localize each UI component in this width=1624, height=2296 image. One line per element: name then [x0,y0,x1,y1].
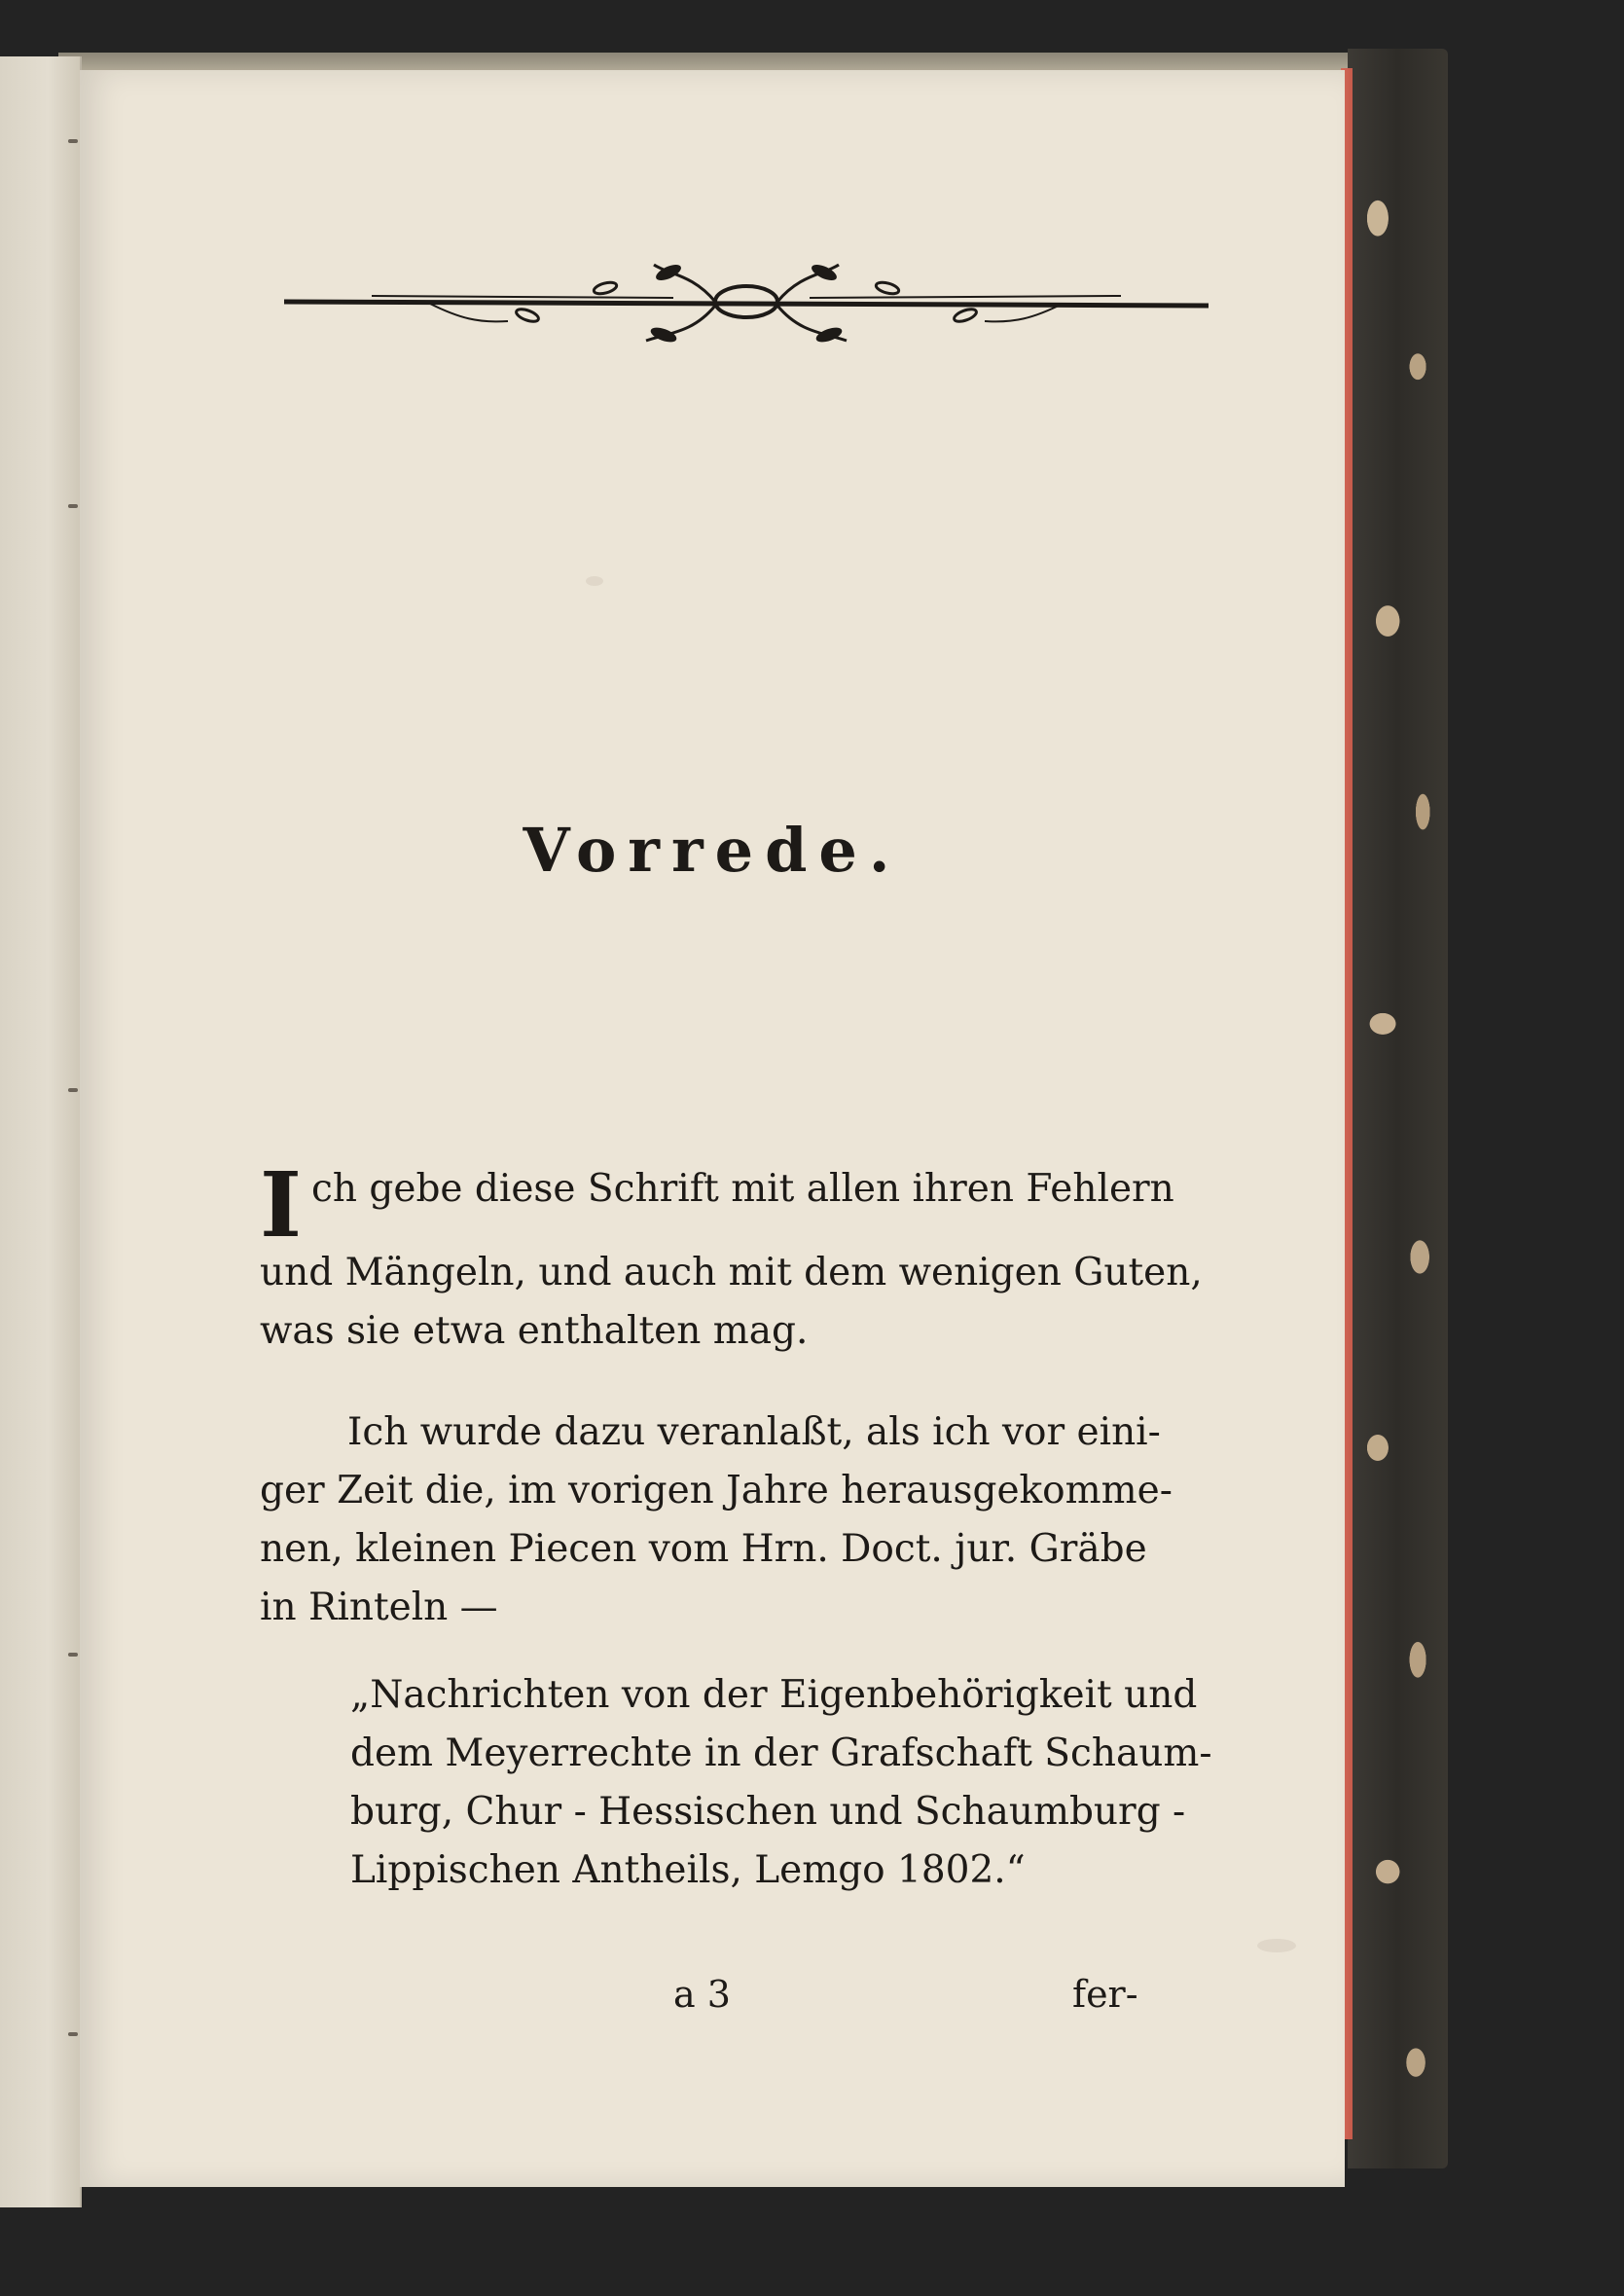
stitch-mark [68,139,78,143]
text-line: dem Meyerrechte in der Grafschaft Schaum- [350,1731,1212,1775]
paragraph-2 [260,1403,1173,1637]
text-line: in Rinteln — [260,1585,498,1629]
page-footer [80,1973,1345,2022]
drop-initial: I [260,1152,303,1257]
vignette-ornament [284,245,1209,352]
text-line: was sie etwa enthalten mag. [260,1309,809,1353]
page-heading: Vorrede. [523,815,902,886]
stitch-mark [68,1653,78,1657]
stitch-mark [68,2032,78,2036]
stitch-mark [68,504,78,508]
book-page [80,70,1345,2187]
text-line: ch gebe diese Schrift mit allen ihren Fehlern [311,1167,1174,1211]
text-line: „Nachrichten von der Eigenbehörigkeit und [350,1673,1198,1717]
text-line: burg, Chur - Hessischen und Schaumburg - [350,1790,1186,1834]
text-line: Lippischen Antheils, Lemgo 1802.“ [350,1848,1026,1892]
text-line: nen, kleinen Piecen vom Hrn. Doct. jur. Gräbe [260,1527,1147,1571]
text-line: ger Zeit die, im vorigen Jahre herausgekomme- [260,1469,1173,1512]
marbled-binding [1348,49,1448,2168]
text-line: und Mängeln, und auch mit dem wenigen Guten, [260,1251,1203,1294]
signature-mark: a 3 [673,1973,731,2016]
left-page-edge [0,56,82,2207]
top-cover-edge [58,53,1353,72]
quoted-title [350,1666,1212,1900]
paragraph-1 [260,1152,1203,1361]
page-speck [1257,1939,1296,1952]
stitch-mark [68,1088,78,1092]
page-speck [586,576,603,586]
text-line: Ich wurde dazu veranlaßt, als ich vor eini- [347,1410,1161,1454]
catchword: fer- [1072,1973,1138,2016]
